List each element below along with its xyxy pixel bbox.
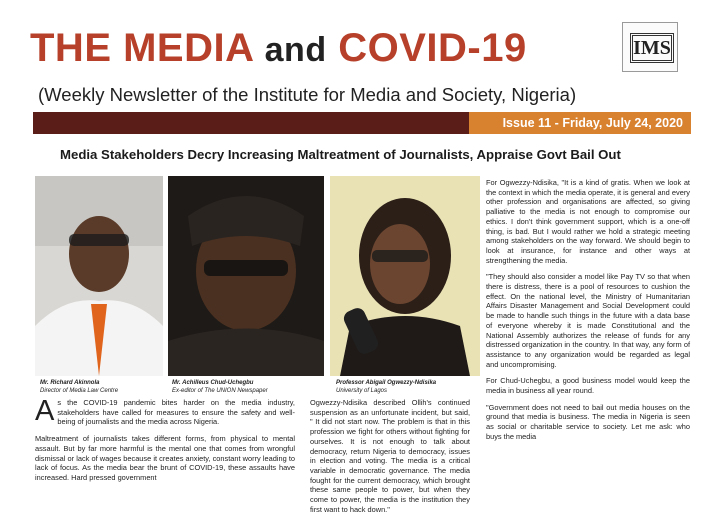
photo-achilleus-chud-uchegbu — [168, 176, 324, 376]
drop-cap: A — [35, 395, 55, 427]
newsletter-subtitle: (Weekly Newsletter of the Institute for Media and Society, Nigeria) — [38, 84, 577, 105]
issue-bar — [33, 112, 691, 134]
caption-achilleus-chud-uchegbu — [172, 380, 322, 395]
newsletter-title — [30, 28, 610, 70]
article-paragraph: Maltreatment of journalists takes different forms, from physical to mental assault. But by far more harmful is the mental one that comes from wrongful dismissal or lack of wages because it creates anxiety, constant worry leading to lack of focus. As the media bear the brunt of COVID-19, these assaults have increased. Hard pressed government — [35, 434, 295, 482]
article-column-1 — [35, 395, 295, 484]
caption-name: Mr. Achilleus Chud-Uchegbu — [172, 380, 254, 386]
caption-abigail-ogwezzy-ndisika — [336, 380, 480, 395]
article-paragraph — [35, 395, 295, 427]
article-paragraph: For Ogwezzy-Ndisika, "It is a kind of gratis. When we look at the context in which the media operate, it is general and every other profession and organisations are affected, so giving palliative to the media is not enough to compromise our ethics. I don't think government support, which is a one-off thing, is bad. But I would rather we hold a strategic meeting among stakeholders on the way forward. We should begin to look at insurance, for instance and other ways at strengthening the media. — [486, 178, 690, 265]
photo-abigail-ogwezzy-ndisika — [330, 176, 480, 376]
article-paragraph: Ogwezzy-Ndisika described Ollih's continued suspension as an unfortunate incident, but said, " It did not start now. The problem is that in this profession we fight for others without fighting for ourselves. It is not enough to talk about democracy, return Nigeria to democracy, issues in election and voting. The media is a critical variable in democratic governance. The media fought for the current democracy, which brought these same people to power, but when they come to power, the media is the institution they first want to hack down." — [310, 398, 470, 514]
photo-richard-akinnola — [35, 176, 163, 376]
article-column-2 — [310, 398, 470, 514]
paragraph-text: s the COVID-19 pandemic bites harder on the media industry, stakeholders have called for measures to ensure the safety and well- being of journalists and the media across Nigeria. — [57, 398, 295, 427]
caption-richard-akinnola — [40, 380, 164, 395]
title-part-media: THE MEDIA — [30, 26, 254, 70]
caption-role: Director of Media Law Centre — [40, 387, 119, 394]
caption-role: Ex-editor of The UNION Newspaper — [172, 387, 268, 394]
issue-date-label: Issue 11 - Friday, July 24, 2020 — [469, 112, 691, 134]
title-part-and: and — [264, 31, 327, 69]
article-headline: Media Stakeholders Decry Increasing Maltreatment of Journalists, Appraise Govt Bail Out — [60, 147, 621, 162]
article-column-3 — [486, 178, 690, 484]
article-paragraph: For Chud-Uchegbu, a good business model would keep the media in business all year round. — [486, 376, 690, 396]
title-part-covid: COVID-19 — [338, 26, 527, 70]
article-paragraph: "They should also consider a model like Pay TV so that when there is distress, there is a pool of resources to cushion the effect. On the national level, the Ministry of Humanitarian Affairs Disaster Management and Social Development could be made to handle such things in the future with a data base of everyone whereby it is made Constitutional and the National Assembly authorizes the release of funds for any distressed organization in the country. In that way, any form of assistance to any organization would be regarded as legal and uncompromising. — [486, 272, 690, 369]
caption-name: Professor Abigail Ogwezzy-Ndisika — [336, 380, 437, 386]
ims-logo-text: IMS — [630, 33, 674, 63]
caption-role: University of Lagos — [336, 387, 388, 394]
ims-logo — [622, 22, 678, 72]
article-paragraph: "Government does not need to bail out media houses on the ground that media is business. The media in Nigeria is seen as social or charitable service to society. Let me ask: who buys the media — [486, 402, 690, 441]
caption-name: Mr. Richard Akinnola — [40, 380, 100, 386]
